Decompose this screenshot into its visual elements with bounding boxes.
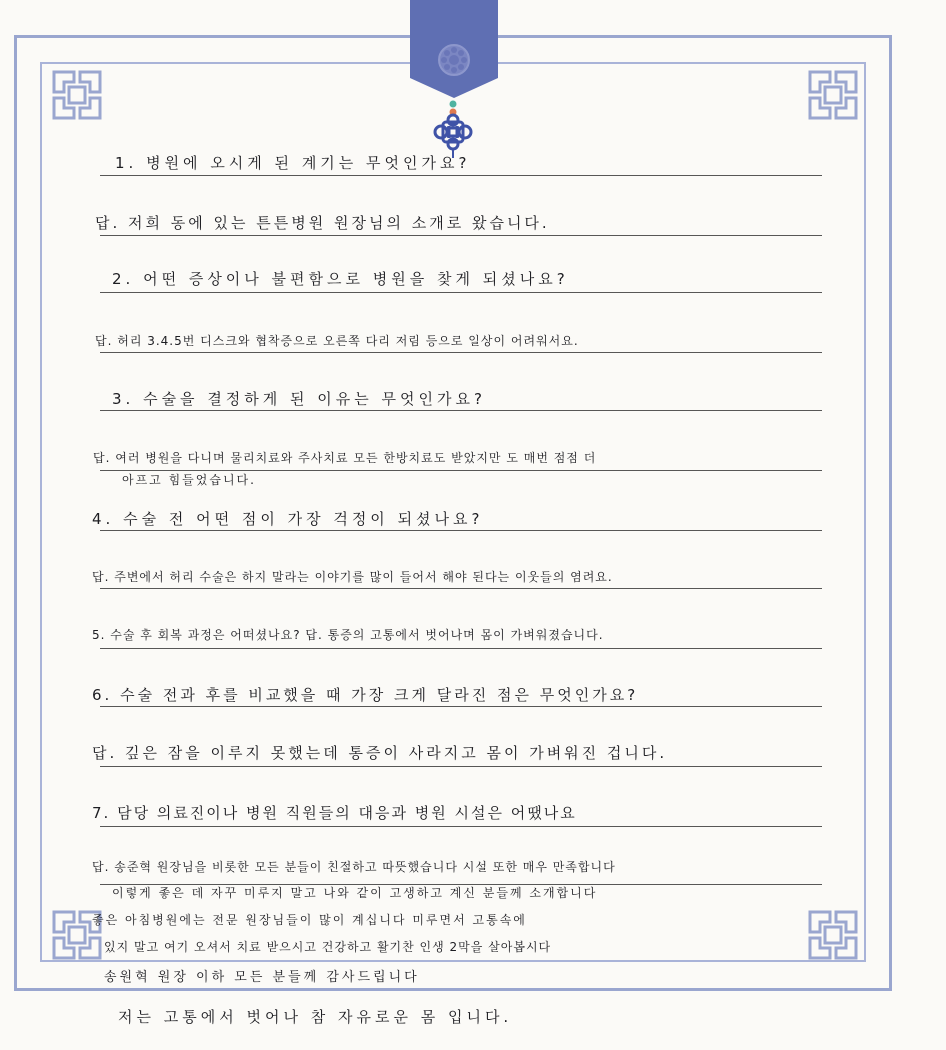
answer-7-line-2: 이렇게 좋은 데 자꾸 미루지 말고 나와 같이 고생하고 계신 분들께 소개합니다 bbox=[112, 886, 598, 900]
answer-4: 답. 주변에서 허리 수술은 하지 말라는 이야기를 많이 들어서 해야 된다는 이웃들의 염려요. bbox=[92, 570, 613, 584]
answer-7-line-4: 있지 말고 여기 오셔서 치료 받으시고 건강하고 활기찬 인생 2막을 살아봅시다 bbox=[104, 940, 552, 954]
corner-ornament-top-right bbox=[808, 70, 858, 120]
answer-3-line-1: 답. 여러 병원을 다니며 물리치료와 주사치료 모든 한방치료도 받았지만 도 매번 점점 더 bbox=[93, 451, 597, 465]
guide-line bbox=[100, 175, 822, 176]
question-3: 3. 수술을 결정하게 된 이유는 무엇인가요? bbox=[112, 390, 486, 408]
question-2: 2. 어떤 증상이나 불편함으로 병원을 찾게 되셨나요? bbox=[112, 270, 569, 288]
question-6: 6. 수술 전과 후를 비교했을 때 가장 크게 달라진 점은 무엇인가요? bbox=[92, 686, 639, 704]
guide-line bbox=[100, 826, 822, 827]
question-1: 1. 병원에 오시게 된 계기는 무엇인가요? bbox=[115, 154, 471, 172]
guide-line bbox=[100, 410, 822, 411]
knot-ornament-icon bbox=[430, 100, 476, 158]
answer-7-line-1: 답. 송준혁 원장님을 비롯한 모든 분들이 친절하고 따뜻했습니다 시설 또한 매우 만족합니다 bbox=[92, 860, 616, 874]
question-7: 7. 담당 의료진이나 병원 직원들의 대응과 병원 시설은 어땠나요 bbox=[92, 804, 577, 822]
answer-7-line-5: 송원혁 원장 이하 모든 분들께 감사드립니다 bbox=[104, 970, 420, 985]
guide-line bbox=[100, 292, 822, 293]
answer-1: 답. 저희 동에 있는 튼튼병원 원장님의 소개로 왔습니다. bbox=[95, 214, 550, 232]
corner-ornament-bottom-right bbox=[808, 910, 858, 960]
ribbon-banner bbox=[410, 0, 498, 98]
guide-line bbox=[100, 530, 822, 531]
question-4: 4. 수술 전 어떤 점이 가장 걱정이 되셨나요? bbox=[92, 510, 484, 528]
question-answer-5: 5. 수술 후 회복 과정은 어떠셨나요? 답. 통증의 고통에서 벗어나며 몸이 가벼워졌습니다. bbox=[92, 628, 604, 642]
answer-2: 답. 허리 3.4.5번 디스크와 협착증으로 오른쪽 다리 저림 등으로 일상이 어려워서요. bbox=[95, 334, 579, 348]
guide-line bbox=[100, 235, 822, 236]
guide-line bbox=[100, 352, 822, 353]
guide-line bbox=[100, 588, 822, 589]
guide-line bbox=[100, 648, 822, 649]
answer-7-line-3: 좋은 아침병원에는 전문 원장님들이 많이 계십니다 미루면서 고통속에 bbox=[92, 913, 527, 927]
guide-line bbox=[100, 706, 822, 707]
corner-ornament-top-left bbox=[52, 70, 102, 120]
answer-3-line-2: 아프고 힘들었습니다. bbox=[122, 473, 256, 487]
answer-6: 답. 깊은 잠을 이루지 못했는데 통증이 사라지고 몸이 가벼워진 겁니다. bbox=[92, 744, 668, 762]
answer-7-line-6: 저는 고통에서 벗어나 참 자유로운 몸 입니다. bbox=[118, 1008, 513, 1026]
guide-line bbox=[100, 766, 822, 767]
